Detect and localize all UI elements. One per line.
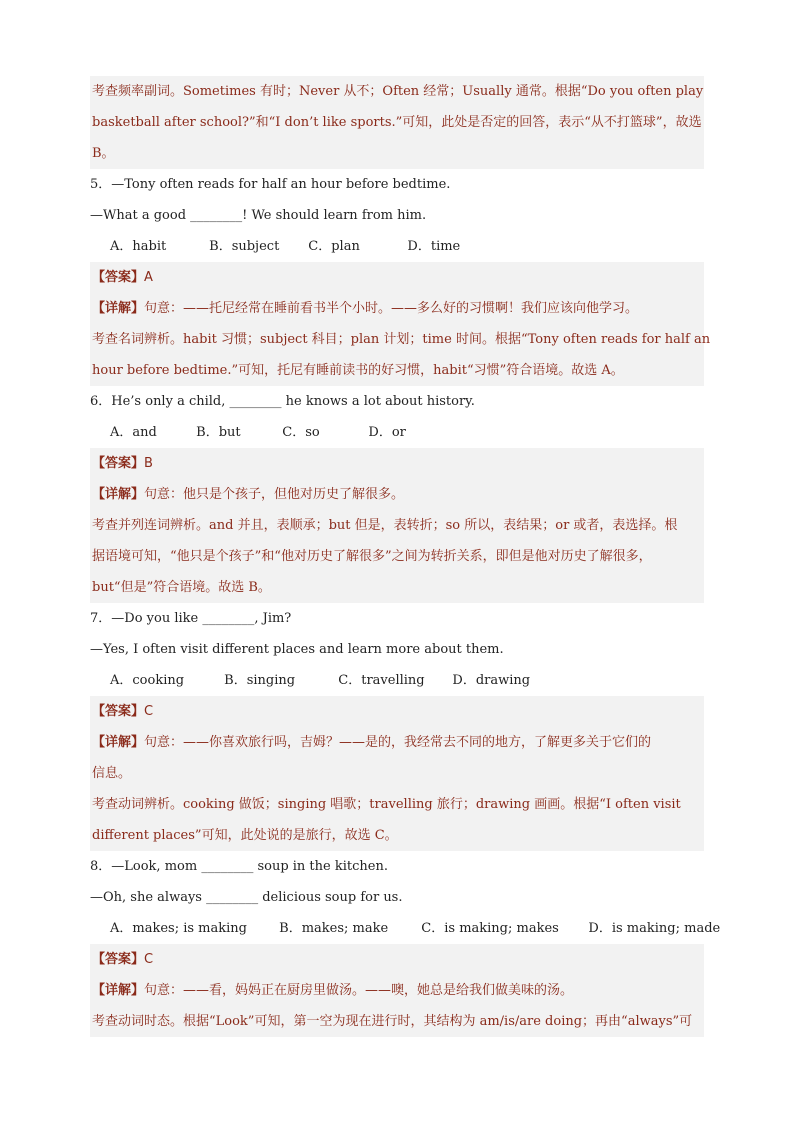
answer-tag: 【答案】 bbox=[92, 704, 145, 719]
question-7-line2: —Yes, I often visit different places and learn more about them. bbox=[90, 642, 504, 657]
option-b: B．makes; make bbox=[279, 921, 389, 936]
answer-value: C bbox=[144, 704, 154, 719]
answer-line bbox=[90, 696, 704, 727]
option-a: A．and bbox=[110, 425, 157, 440]
question-5-options bbox=[90, 231, 704, 262]
answer-value: B bbox=[144, 456, 153, 471]
answer-value: C bbox=[144, 952, 154, 967]
option-d: D．or bbox=[368, 425, 406, 440]
explanation-line: basketball after school?”和“I don’t like sports.”可知，此处是否定的回答，表示“从不打篮球”，故选 bbox=[90, 107, 704, 138]
option-b: B．subject bbox=[209, 239, 280, 254]
option-c: C．is making; makes bbox=[421, 921, 559, 936]
option-d: D．time bbox=[407, 239, 461, 254]
detail-tag: 【详解】 bbox=[92, 983, 145, 998]
question-8-options bbox=[90, 913, 721, 944]
answer-tag: 【答案】 bbox=[92, 952, 145, 967]
answer-value: A bbox=[144, 270, 153, 285]
question-6-line1: 6．He’s only a child, ________ he knows a lot about history. bbox=[90, 394, 475, 409]
explanation-block bbox=[90, 76, 704, 169]
question-6-options bbox=[90, 417, 704, 448]
option-a: A．habit bbox=[110, 239, 167, 254]
detail-line bbox=[90, 479, 704, 510]
explanation-line: hour before bedtime.”可知，托尼有睡前读书的好习惯，habit“习惯”符合语境。故选 A。 bbox=[90, 355, 704, 386]
option-d: D．drawing bbox=[452, 673, 531, 688]
detail-tag: 【详解】 bbox=[92, 301, 145, 316]
explanation-line: 考查动词辨析。cooking 做饭；singing 唱歌；travelling 旅行；drawing 画画。根据“I often visit bbox=[90, 789, 704, 820]
explanation-line: 考查动词时态。根据“Look”可知，第一空为现在进行时，其结构为 am/is/are doing；再由“always”可 bbox=[90, 1006, 704, 1037]
question-8-line1: 8．—Look, mom ________ soup in the kitchen. bbox=[90, 859, 388, 874]
option-c: C．so bbox=[282, 425, 320, 440]
answer-tag: 【答案】 bbox=[92, 270, 145, 285]
option-a: A．makes; is making bbox=[110, 921, 247, 936]
answer-tag: 【答案】 bbox=[92, 456, 145, 471]
detail-line bbox=[90, 727, 704, 758]
answer-block-8 bbox=[90, 944, 704, 1037]
detail-text: 句意：他只是个孩子，但他对历史了解很多。 bbox=[144, 487, 405, 502]
option-d: D．is making; made bbox=[588, 921, 721, 936]
explanation-line: 据语境可知，“他只是个孩子”和“他对历史了解很多”之间为转折关系，即但是他对历史了解很多， bbox=[90, 541, 704, 572]
explanation-line: different places”可知，此处说的是旅行，故选 C。 bbox=[90, 820, 704, 851]
explanation-line: 考查并列连词辨析。and 并且，表顺承；but 但是，表转折；so 所以，表结果；or 或者，表选择。根 bbox=[90, 510, 704, 541]
explanation-line: 考查频率副词。Sometimes 有时；Never 从不；Often 经常；Usually 通常。根据“Do you often play bbox=[90, 76, 704, 107]
answer-line bbox=[90, 944, 704, 975]
question-5-line2: —What a good ________! We should learn from him. bbox=[90, 208, 427, 223]
option-b: B．singing bbox=[224, 673, 296, 688]
option-c: C．plan bbox=[308, 239, 360, 254]
detail-text: 句意：——托尼经常在睡前看书半个小时。——多么好的习惯啊！我们应该向他学习。 bbox=[144, 301, 639, 316]
answer-line bbox=[90, 448, 704, 479]
explanation-line: B。 bbox=[90, 138, 704, 169]
question-5-line1: 5．—Tony often reads for half an hour before bedtime. bbox=[90, 177, 451, 192]
answer-line bbox=[90, 262, 704, 293]
option-c: C．travelling bbox=[338, 673, 425, 688]
answer-block-6 bbox=[90, 448, 704, 603]
explanation-line: but“但是”符合语境。故选 B。 bbox=[90, 572, 704, 603]
detail-tag: 【详解】 bbox=[92, 487, 145, 502]
detail-line bbox=[90, 975, 704, 1006]
explanation-line: 考查名词辨析。habit 习惯；subject 科目；plan 计划；time 时间。根据“Tony often reads for half an bbox=[90, 324, 704, 355]
option-b: B．but bbox=[196, 425, 241, 440]
option-a: A．cooking bbox=[110, 673, 185, 688]
question-7-options bbox=[90, 665, 704, 696]
detail-line bbox=[90, 293, 704, 324]
detail-tag: 【详解】 bbox=[92, 735, 145, 750]
question-7-line1: 7．—Do you like ________, Jim? bbox=[90, 611, 292, 626]
worksheet-content bbox=[90, 76, 721, 1037]
detail-line-2: 信息。 bbox=[90, 758, 704, 789]
question-8-line2: —Oh, she always ________ delicious soup for us. bbox=[90, 890, 403, 905]
detail-text: 句意：——看，妈妈正在厨房里做汤。——噢，她总是给我们做美味的汤。 bbox=[144, 983, 574, 998]
detail-text: 句意：——你喜欢旅行吗，吉姆？——是的，我经常去不同的地方，了解更多关于它们的 bbox=[144, 735, 652, 750]
answer-block-5 bbox=[90, 262, 711, 386]
answer-block-7 bbox=[90, 696, 704, 851]
